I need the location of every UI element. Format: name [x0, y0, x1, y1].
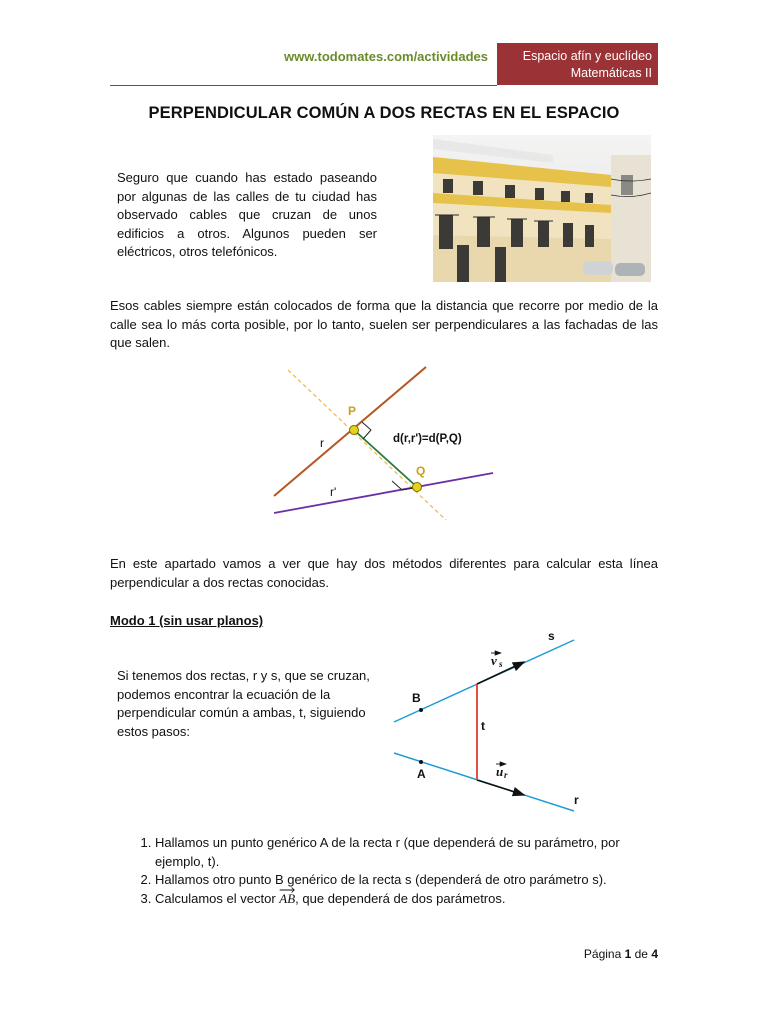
paragraph-cables: Esos cables siempre están colocados de forma que la distancia que recorre por medio de la calle sea lo más corta posible, por lo tanto, suelen ser perpendiculares a las fachadas de las que salen.: [110, 298, 658, 350]
step-1: 1. Hallamos un punto genérico A de la recta r (que dependerá de su parámetro, por ejemplo, t).: [155, 834, 658, 871]
vector-u-r: [477, 780, 524, 795]
intro-paragraph: Seguro que cuando has estado paseando por algunas de las calles de tu ciudad has observado cables que cruzan de unos edificios a otros. Algunos pueden ser eléctricos, otros telefónicos.: [117, 170, 377, 259]
dashed-guide-line: [288, 370, 470, 520]
label-r: r: [574, 793, 579, 807]
line-r-prime: [274, 473, 493, 513]
label-a: A: [417, 767, 426, 781]
label-r: r: [320, 436, 324, 450]
svg-text:r: r: [504, 770, 508, 780]
header-url[interactable]: www.todomates.com/actividades: [284, 49, 488, 64]
section-heading-modo1: Modo 1 (sin usar planos): [110, 613, 264, 628]
page-total: 4: [651, 947, 658, 961]
label-vector-v-s: [491, 653, 503, 669]
label-t: t: [481, 719, 485, 733]
right-angle-p: [362, 422, 371, 439]
figure-skew-lines: [388, 625, 588, 815]
header-topic: Espacio afín y euclídeo: [522, 49, 652, 63]
point-a: [419, 760, 423, 764]
label-b: B: [412, 691, 421, 705]
vector-arrow-icon: [279, 887, 295, 893]
point-q: [413, 483, 422, 492]
svg-text:v: v: [491, 653, 497, 668]
label-p: P: [348, 404, 357, 418]
header-topic-box: [497, 43, 658, 85]
label-vector-u-r: [496, 764, 508, 780]
building-street-photo: [433, 135, 651, 282]
steps-list: [110, 834, 658, 908]
paragraph-methods: En este apartado vamos a ver que hay dos métodos diferentes para calcular esta línea perpendicular a dos rectas conocidas.: [110, 556, 658, 590]
point-p: [350, 426, 359, 435]
page-number: 1: [624, 947, 632, 961]
page-footer: Página 1 de 4: [583, 947, 658, 961]
svg-text:u: u: [496, 764, 504, 779]
step-3: 3. Calculamos el vector AB, que dependerá de dos parámetros.: [155, 890, 658, 909]
label-q: Q: [416, 464, 426, 478]
modo1-paragraph: Si tenemos dos rectas, r y s, que se cruzan, podemos encontrar la ecuación de la perpendicular común a ambas, t, siguiendo estos pasos:: [117, 668, 370, 739]
header-rule: [110, 85, 497, 86]
figure-common-perpendicular: [270, 365, 500, 520]
label-s: s: [548, 629, 555, 643]
step-2: 2. Hallamos otro punto B genérico de la recta s (dependerá de otro parámetro s).: [155, 871, 658, 890]
svg-text:s: s: [499, 659, 503, 669]
label-r-prime: r': [330, 485, 337, 499]
header-subject: Matemáticas II: [570, 66, 652, 80]
point-b: [419, 708, 423, 712]
page-title: PERPENDICULAR COMÚN A DOS RECTAS EN EL ESPACIO: [148, 104, 620, 122]
vector-ab: AB: [279, 890, 295, 909]
label-distance: d(r,r')=d(P,Q): [393, 433, 462, 445]
